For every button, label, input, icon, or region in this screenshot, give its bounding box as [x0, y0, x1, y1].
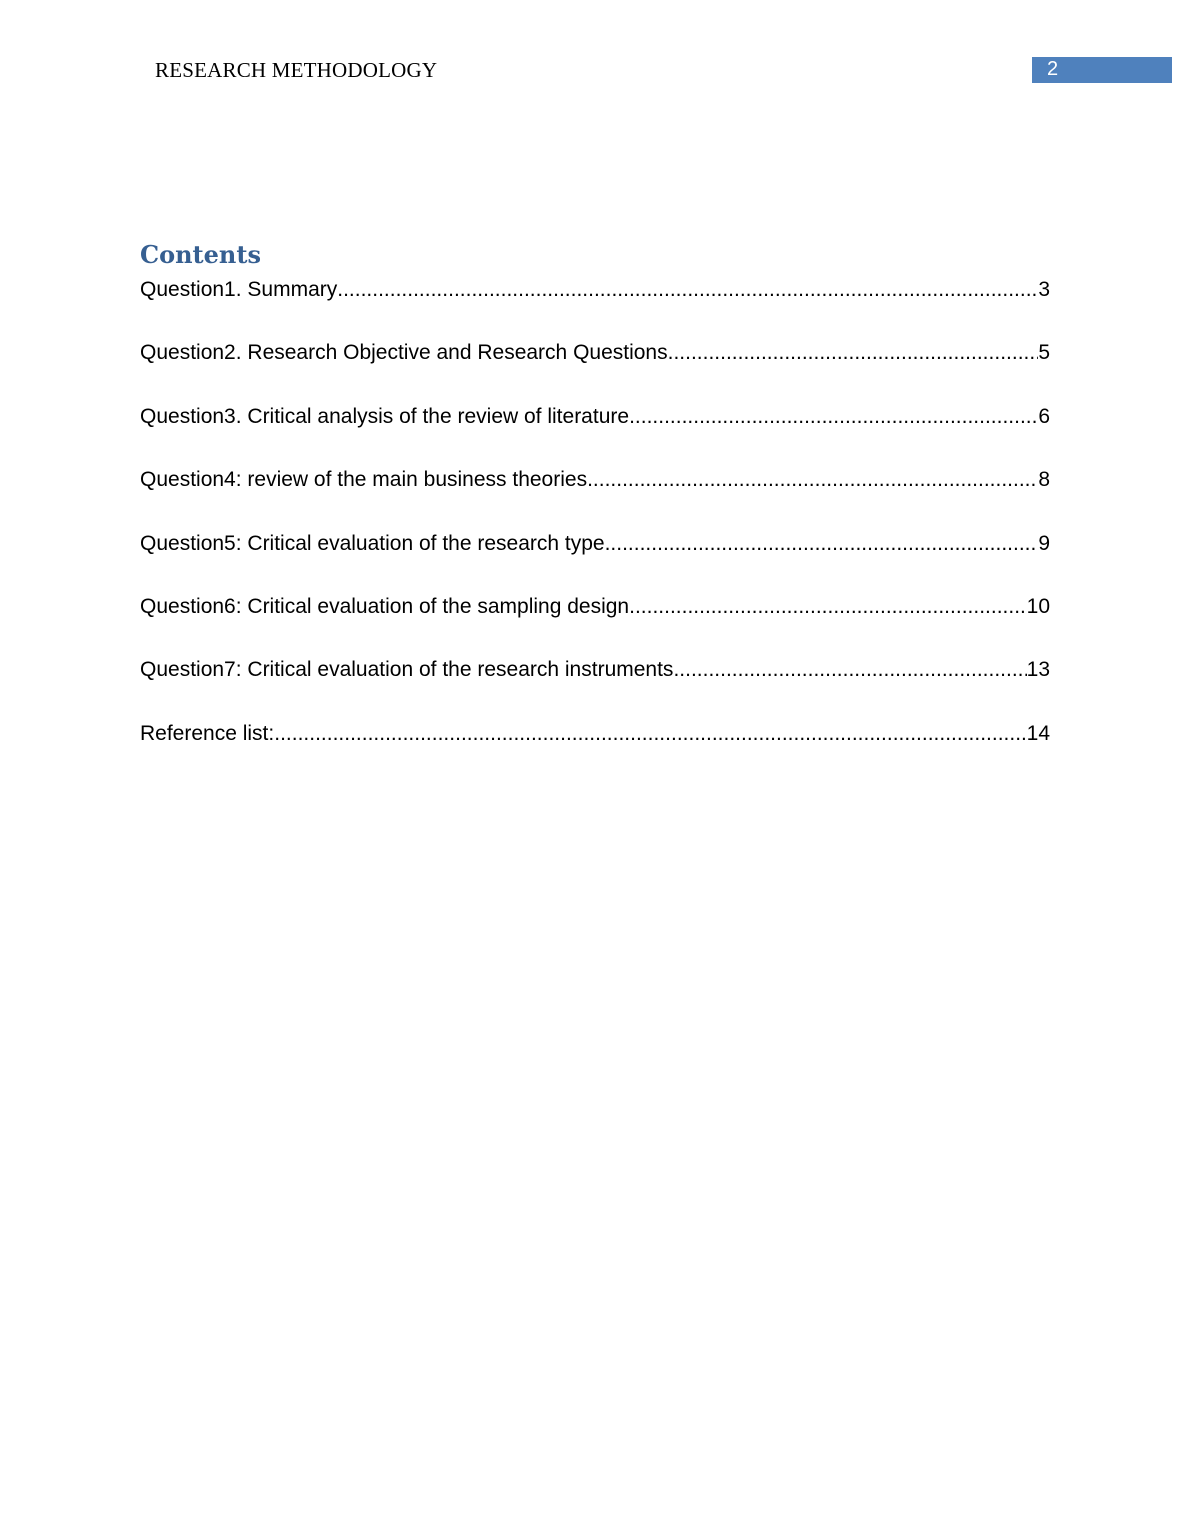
toc-entry-page: 8 — [1038, 468, 1050, 492]
toc-entry-question4[interactable] — [140, 467, 1050, 530]
toc-entry-title: Question4: review of the main business theories — [140, 468, 588, 492]
toc-entry-reference-list[interactable] — [140, 721, 1050, 784]
table-of-contents — [140, 277, 1050, 784]
toc-dot-leader — [629, 594, 1027, 620]
toc-entry-page: 3 — [1038, 278, 1050, 301]
toc-entry-title: Question1. Summary — [140, 278, 338, 301]
toc-entry-question3[interactable] — [140, 404, 1050, 467]
page-number: 2 — [1047, 58, 1059, 80]
toc-entry-question1[interactable] — [140, 277, 1050, 340]
toc-dot-leader — [337, 277, 1038, 303]
toc-dot-leader — [587, 467, 1038, 493]
toc-entry-question6[interactable] — [140, 594, 1050, 657]
toc-entry-question5[interactable] — [140, 531, 1050, 594]
toc-entry-question2[interactable] — [140, 340, 1050, 403]
toc-entry-title: Question7: Critical evaluation of the research instruments — [140, 658, 674, 682]
toc-entry-page: 5 — [1038, 341, 1050, 365]
toc-entry-title: Question5: Critical evaluation of the research type — [140, 531, 605, 555]
toc-entry-page: 13 — [1026, 658, 1050, 682]
toc-entry-page: 9 — [1038, 531, 1050, 555]
toc-entry-title: Question6: Critical evaluation of the sampling design — [140, 594, 630, 618]
toc-dot-leader — [274, 721, 1026, 747]
toc-entry-title: Question2. Research Objective and Research Questions — [140, 341, 668, 365]
toc-dot-leader — [629, 404, 1038, 430]
toc-entry-question7[interactable] — [140, 657, 1050, 720]
toc-entry-title: Reference list: — [140, 721, 275, 745]
toc-entry-page: 14 — [1026, 721, 1050, 745]
toc-entry-page: 10 — [1026, 594, 1050, 618]
page-number-badge — [1032, 57, 1172, 83]
toc-dot-leader — [605, 531, 1039, 557]
running-header-title: RESEARCH METHODOLOGY — [155, 58, 438, 82]
toc-entry-title: Question3. Critical analysis of the review of literature — [140, 404, 630, 428]
toc-heading: Contents — [140, 240, 261, 269]
toc-dot-leader — [673, 657, 1026, 683]
toc-entry-page: 6 — [1038, 404, 1050, 428]
toc-dot-leader — [668, 340, 1039, 366]
